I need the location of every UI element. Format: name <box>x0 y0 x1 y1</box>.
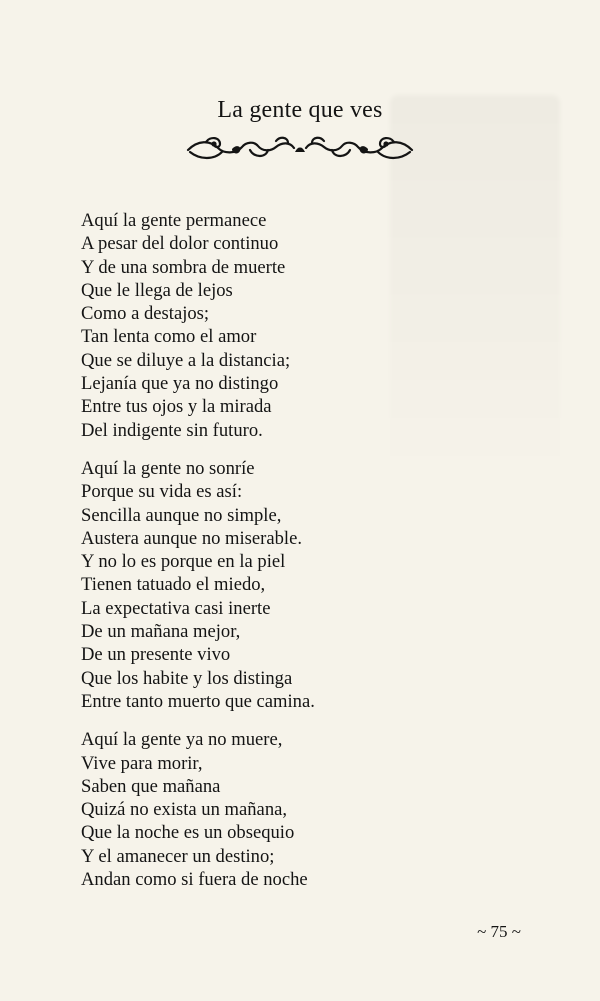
poem-line: Quizá no exista un mañana, <box>81 799 288 821</box>
poem-line: Tienen tatuado el miedo, <box>81 574 266 596</box>
poem-line: Tan lenta como el amor <box>81 326 257 348</box>
stanza-2 <box>81 457 561 713</box>
stanza-1 <box>81 209 561 442</box>
poem-line: Aquí la gente permanece <box>81 210 267 231</box>
scroll-flourish-icon <box>184 132 416 164</box>
poem-line: Que los habite y los distinga <box>81 667 293 689</box>
poem-line: Austera aunque no miserable. <box>81 527 302 549</box>
poem-line: La expectativa casi inerte <box>81 597 271 619</box>
poem-line: Vive para morir, <box>81 752 203 774</box>
poem-line: Que se diluye a la distancia; <box>81 349 291 371</box>
poem-line: Y no lo es porque en la piel <box>81 551 286 573</box>
poem-line: Entre tanto muerto que camina. <box>81 690 315 712</box>
poem-line: Y el amanecer un destino; <box>81 845 275 867</box>
poem-line: Como a destajos; <box>81 303 210 325</box>
poem-line: Entre tus ojos y la mirada <box>81 396 272 418</box>
poem-line: Porque su vida es así: <box>81 481 243 503</box>
poem-line: Saben que mañana <box>81 775 221 797</box>
poem-line: Y de una sombra de muerte <box>81 256 286 278</box>
poem-title: La gente que ves <box>217 97 383 123</box>
poem-body <box>81 209 561 891</box>
stanza-3 <box>81 728 561 891</box>
poem-line: Sencilla aunque no simple, <box>81 504 282 526</box>
poem-line: Que la noche es un obsequio <box>81 822 295 844</box>
poem-line: Lejanía que ya no distingo <box>81 373 279 395</box>
poem-line: Que le llega de lejos <box>81 279 233 301</box>
poem-line: De un mañana mejor, <box>81 621 241 643</box>
poem-line: Del indigente sin futuro. <box>81 419 263 441</box>
poem-line: Aquí la gente ya no muere, <box>81 729 283 751</box>
page-number: ~ 75 ~ <box>477 922 521 941</box>
poem-line: A pesar del dolor continuo <box>81 233 279 255</box>
poem-line: De un presente vivo <box>81 644 231 666</box>
poem-line: Aquí la gente no sonríe <box>81 457 255 479</box>
poem-line: Andan como si fuera de noche <box>81 869 308 891</box>
